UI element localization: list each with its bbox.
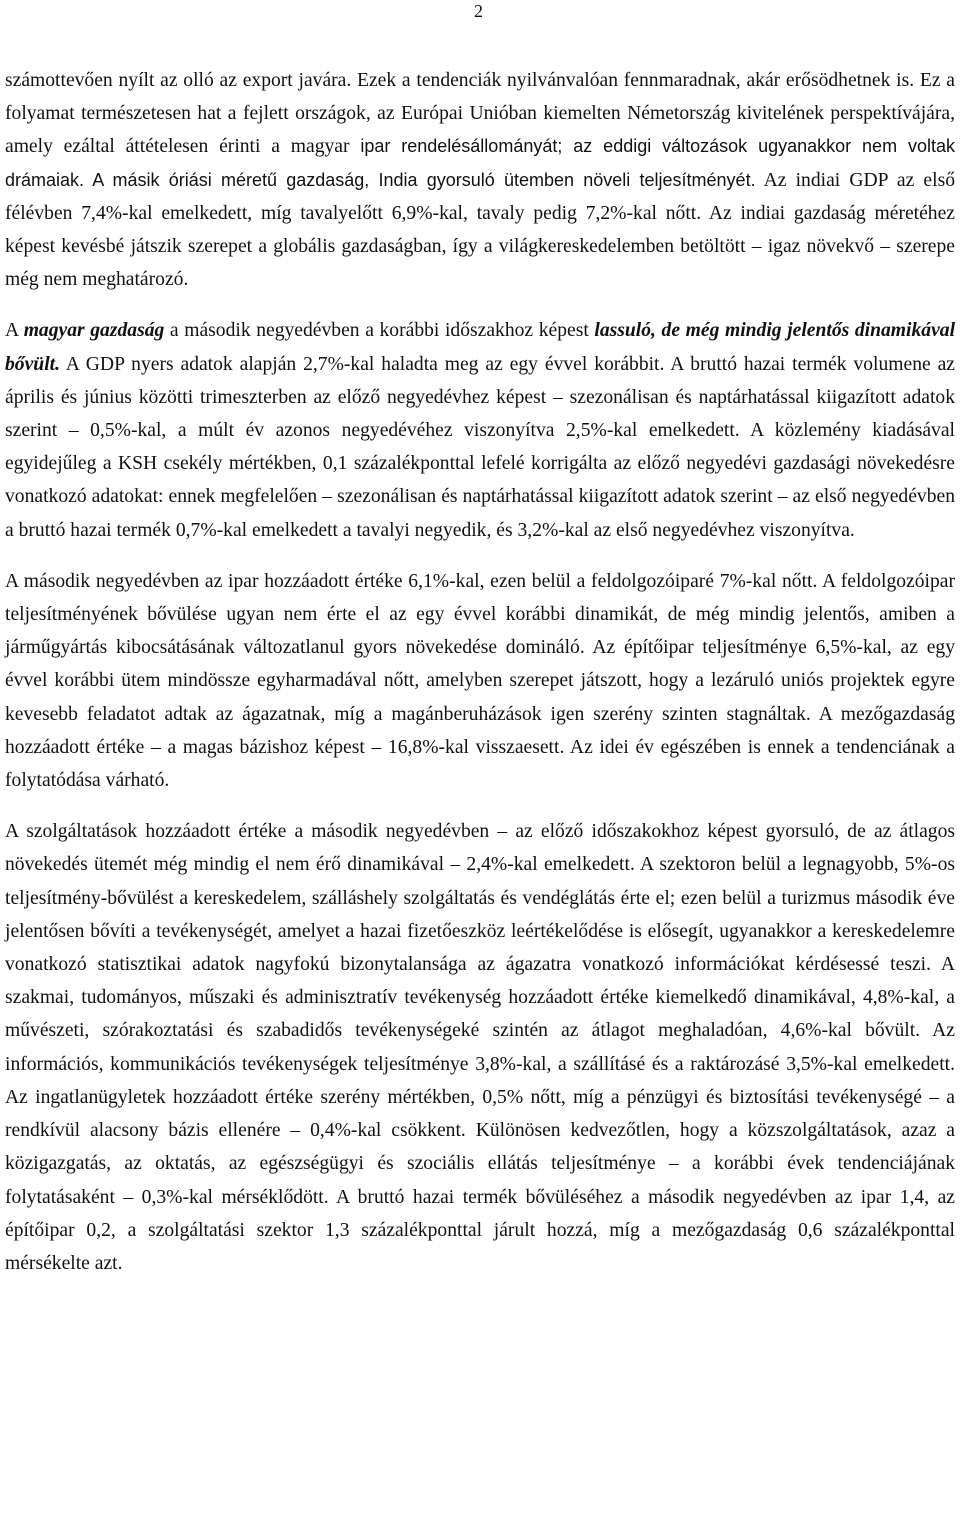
paragraph-industry: A második negyedévben az ipar hozzáadott értéke 6,1%-kal, ezen belül a feldolgozóiparé 7%-kal nőtt. A feldolgozóipar teljesítményének bővülése ugyan nem érte el az egy évvel korábbi dinamikát, de még mindig jelentős, amiben a járműgyártás kibocsátásának változatlanul gyors növekedése domináló. Az építőipar teljesítménye 6,5%-kal, az egy évvel korábbi ütem mindössze egyharmadával nőtt, amelyben szerepet játszott, hogy a lezáruló uniós projektek egyre kevesebb feladatot adtak az ágazatnak, míg a magánberuházások igen szerény szinten stagnáltak. A mezőgazdaság hozzáadott értéke – a magas bázishoz képest – 16,8%-kal visszaesett. Az idei év egészében is ennek a tendenciának a folytatódása várható. [5,570,955,792]
paragraph-text: Az indiai GDP az első félévben 7,4%-kal emelkedett, míg tavalyelőtt 6,9%-kal, tavaly pedig 7,2%-kal nőtt. Az indiai gazdaság méretéhez képest kevésbé játszik szerepet a globális gazdaságban, így a világkereskedelemben betöltött – igaz növekvő – szerepe még nem meghatározó. [5,169,955,291]
paragraph-hungarian-economy [5,314,955,546]
emphasis-text: lassuló, de még mindig jelentős dinamikával bővült. [5,320,956,375]
paragraph-export-india [5,64,955,296]
paragraph-text: a második negyedévben a korábbi időszakhoz képest [164,320,595,342]
paragraph-text: számottevően nyílt az olló az export javára. Ezek a tendenciák nyilvánvalóan fennmaradnak, akár erősödhetnek is. Ez a folyamat természetesen hat a fejlett országok, az Európai Unióban kiemelten Németország kivitelének perspektívájára, amely ezáltal áttételesen érinti a magyar [5,70,955,158]
paragraph-text: A [5,320,24,342]
emphasis-text: magyar gazdaság [23,320,165,342]
paragraph-text: A GDP nyers adatok alapján 2,7%-kal haladta meg az egy évvel korábbit. A bruttó hazai termék volumene az április és június közötti trimeszterben az előző negyedévhez képest – szezonálisan és naptárhatással kiigazított adatok szerint – 0,5%-kal, a múlt év azonos negyedévéhez viszonyítva 2,5%-kal emelkedett. A közlemény kiadásával egyidejűleg a KSH csekély mértékben, 0,1 százalékponttal lefelé korrigálta az előző negyedévi gazdasági növekedésre vonatkozó adatokat: ennek megfelelően – szezonálisan és naptárhatással kiigazított adatok szerint – az első negyedévben a bruttó hazai termék 0,7%-kal emelkedett a tavalyi negyedik, és 3,2%-kal az első negyedévhez viszonyítva. [5,353,955,541]
page-number: 2 [474,1,483,21]
document-body [5,64,955,1298]
paragraph-text-sans: ipar rendelésállományát; az eddigi változások ugyanakkor nem voltak drámaiak. A másik óriási méretű gazdaság, India gyorsuló ütemben növeli teljesítményét. [5,136,955,190]
paragraph-services: A szolgáltatások hozzáadott értéke a második negyedévben – az előző időszakokhoz képest gyorsuló, de az átlagos növekedés ütemét még mindig el nem érő dinamikával – 2,4%-kal emelkedett. A szektoron belül a legnagyobb, 5%-os teljesítmény-bővülést a kereskedelem, szálláshely szolgáltatás és vendéglátás érte el; ezen belül a turizmus második éve jelentősen bővíti a tevékenységét, amelyet a hazai fizetőeszköz leértékelődése is elősegít, ugyanakkor a kereskedelemre vonatkozó statisztikai adatok nagyfokú bizonytalansága az ágazatra vonatkozó információkat kérdésessé teszi. A szakmai, tudományos, műszaki és adminisztratív tevékenység hozzáadott értéke kiemelkedő dinamikával, 4,8%-kal, a művészeti, szórakoztatási és szabadidős tevékenységeké szintén az átlagot meghaladóan, 4,6%-kal bővült. Az információs, kommunikációs tevékenységek teljesítménye 3,8%-kal, a szállításé és a raktározásé 3,5%-kal emelkedett. Az ingatlanügyletek hozzáadott értéke szerény mértékben, 0,5% nőtt, míg a pénzügyi és biztosítási tevékenységé – a rendkívül alacsony bázis ellenére – 0,4%-kal csökkent. Különösen kedvezőtlen, hogy a közszolgáltatások, azaz a közigazgatás, az oktatás, az egészségügyi és szociális ellátás teljesítménye – a korábbi évek tendenciájának folytatásaként – 0,3%-kal mérséklődött. A bruttó hazai termék bővüléséhez a második negyedévben az ipar 1,4, az építőipar 0,2, a szolgáltatási szektor 1,3 százalékponttal járult hozzá, míg a mezőgazdaság 0,6 százalékponttal mérsékelte azt. [5,821,955,1274]
